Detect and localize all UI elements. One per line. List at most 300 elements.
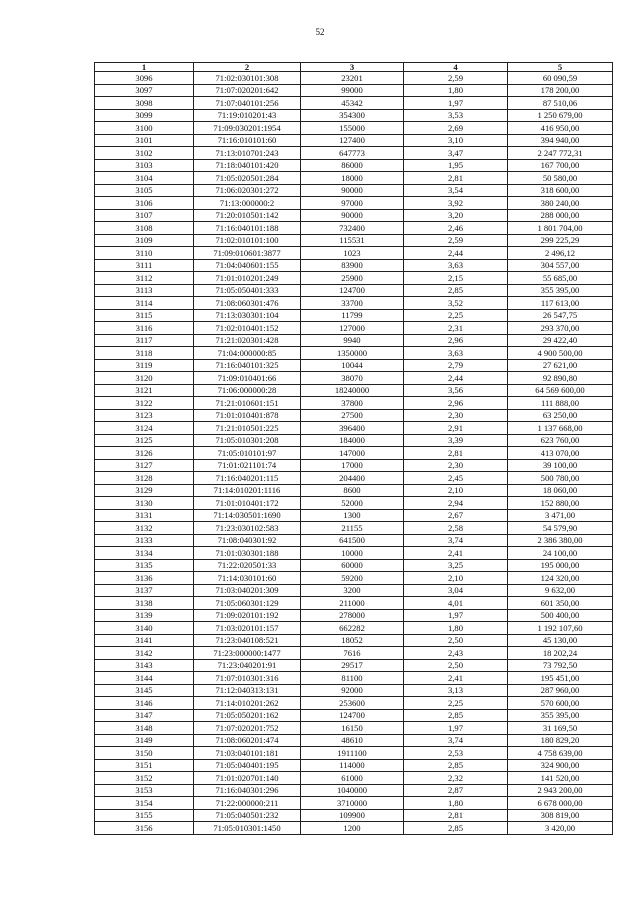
table-row — [95, 134, 613, 147]
table-cell: 71:05:050401:333 — [194, 284, 301, 297]
table-row — [95, 447, 613, 460]
table-cell: 299 225,29 — [508, 234, 613, 247]
table-cell: 3105 — [95, 184, 194, 197]
table-cell: 3,20 — [404, 209, 508, 222]
table-cell: 3101 — [95, 134, 194, 147]
table-cell: 71:02:030101:308 — [194, 72, 301, 85]
table-cell: 3097 — [95, 84, 194, 97]
table-cell: 3120 — [95, 372, 194, 385]
table-cell: 3117 — [95, 334, 194, 347]
table-cell: 288 000,00 — [508, 209, 613, 222]
table-row — [95, 634, 613, 647]
table-cell: 124 320,00 — [508, 572, 613, 585]
table-row — [95, 222, 613, 235]
table-cell: 3119 — [95, 359, 194, 372]
table-cell: 109900 — [301, 809, 404, 822]
table-cell: 3111 — [95, 259, 194, 272]
table-row — [95, 334, 613, 347]
table-row — [95, 147, 613, 160]
table-row — [95, 759, 613, 772]
table-cell: 92000 — [301, 684, 404, 697]
table-cell: 3106 — [95, 197, 194, 210]
table-cell: 2,96 — [404, 334, 508, 347]
table-cell: 413 070,00 — [508, 447, 613, 460]
table-row — [95, 534, 613, 547]
table-cell: 6 678 000,00 — [508, 797, 613, 810]
table-cell: 25900 — [301, 272, 404, 285]
table-cell: 18000 — [301, 172, 404, 185]
table-cell: 2,94 — [404, 497, 508, 510]
table-cell: 99000 — [301, 84, 404, 97]
table-cell: 2,10 — [404, 572, 508, 585]
table-cell: 2,10 — [404, 484, 508, 497]
table-row — [95, 647, 613, 660]
table-cell: 204400 — [301, 472, 404, 485]
table-row — [95, 772, 613, 785]
table-cell: 3141 — [95, 634, 194, 647]
table-cell: 8600 — [301, 484, 404, 497]
table-cell: 71:16:040201:115 — [194, 472, 301, 485]
table-cell: 18052 — [301, 634, 404, 647]
table-row — [95, 622, 613, 635]
table-cell: 1 250 679,00 — [508, 109, 613, 122]
table-cell: 4 758 639,00 — [508, 747, 613, 760]
table-cell: 71:05:040501:232 — [194, 809, 301, 822]
table-cell: 3099 — [95, 109, 194, 122]
table-cell: 195 451,00 — [508, 672, 613, 685]
table-cell: 71:13:010701:243 — [194, 147, 301, 160]
table-cell: 2,85 — [404, 759, 508, 772]
table-cell: 155000 — [301, 122, 404, 135]
table-cell: 55 685,00 — [508, 272, 613, 285]
table-cell: 2,69 — [404, 122, 508, 135]
table-row — [95, 659, 613, 672]
table-cell: 2,85 — [404, 822, 508, 835]
table-cell: 3,63 — [404, 347, 508, 360]
table-cell: 71:08:060201:474 — [194, 734, 301, 747]
table-row — [95, 322, 613, 335]
table-cell: 83900 — [301, 259, 404, 272]
table-cell: 21155 — [301, 522, 404, 535]
table-cell: 416 950,00 — [508, 122, 613, 135]
table-row — [95, 197, 613, 210]
table-cell: 1,97 — [404, 722, 508, 735]
table-cell: 3112 — [95, 272, 194, 285]
table-cell: 9 632,00 — [508, 584, 613, 597]
table-cell: 124700 — [301, 709, 404, 722]
table-cell: 4 900 500,00 — [508, 347, 613, 360]
table-cell: 1 137 668,00 — [508, 422, 613, 435]
table-cell: 26 547,75 — [508, 309, 613, 322]
table-cell: 71:09:010401:66 — [194, 372, 301, 385]
table-cell: 3107 — [95, 209, 194, 222]
table-cell: 3,74 — [404, 734, 508, 747]
table-cell: 3122 — [95, 397, 194, 410]
table-cell: 86000 — [301, 159, 404, 172]
table-cell: 3145 — [95, 684, 194, 697]
table-cell: 71:16:040101:325 — [194, 359, 301, 372]
table-row — [95, 84, 613, 97]
table-cell: 3121 — [95, 384, 194, 397]
table-row — [95, 609, 613, 622]
table-cell: 3,92 — [404, 197, 508, 210]
table-cell: 117 613,00 — [508, 297, 613, 310]
table-row — [95, 559, 613, 572]
table-cell: 2 496,12 — [508, 247, 613, 260]
table-cell: 304 557,00 — [508, 259, 613, 272]
table-cell: 71:23:040201:91 — [194, 659, 301, 672]
table-cell: 29 422,40 — [508, 334, 613, 347]
table-cell: 2 386 380,00 — [508, 534, 613, 547]
table-cell: 3,39 — [404, 434, 508, 447]
table-cell: 71:14:030501:1690 — [194, 509, 301, 522]
table-cell: 2,58 — [404, 522, 508, 535]
table-cell: 354300 — [301, 109, 404, 122]
table-cell: 71:01:030301:188 — [194, 547, 301, 560]
table-cell: 92 890,80 — [508, 372, 613, 385]
table-cell: 1,95 — [404, 159, 508, 172]
table-row — [95, 572, 613, 585]
table-cell: 71:21:010501:225 — [194, 422, 301, 435]
table-cell: 71:07:010301:316 — [194, 672, 301, 685]
table-row — [95, 509, 613, 522]
table-cell: 2,43 — [404, 647, 508, 660]
table-row — [95, 122, 613, 135]
table-cell: 3098 — [95, 97, 194, 110]
table-cell: 3114 — [95, 297, 194, 310]
column-header: 2 — [194, 63, 301, 72]
table-cell: 2,67 — [404, 509, 508, 522]
table-cell: 3,52 — [404, 297, 508, 310]
table-cell: 1 192 107,60 — [508, 622, 613, 635]
table-cell: 3 420,00 — [508, 822, 613, 835]
table-cell: 2,81 — [404, 172, 508, 185]
table-row — [95, 734, 613, 747]
table-cell: 355 395,00 — [508, 284, 613, 297]
table-cell: 71:01:010201:249 — [194, 272, 301, 285]
table-cell: 2,31 — [404, 322, 508, 335]
table-cell: 71:16:040101:188 — [194, 222, 301, 235]
table-cell: 394 940,00 — [508, 134, 613, 147]
table-cell: 2,25 — [404, 697, 508, 710]
table-cell: 1,80 — [404, 797, 508, 810]
table-cell: 71:13:000000:2 — [194, 197, 301, 210]
table-cell: 52000 — [301, 497, 404, 510]
table-cell: 2,44 — [404, 372, 508, 385]
table-cell: 184000 — [301, 434, 404, 447]
table-cell: 71:05:010301:1450 — [194, 822, 301, 835]
table-cell: 732400 — [301, 222, 404, 235]
table-cell: 71:23:000000:1477 — [194, 647, 301, 660]
table-cell: 2,96 — [404, 397, 508, 410]
table-cell: 24 100,00 — [508, 547, 613, 560]
table-body — [95, 72, 613, 835]
table-cell: 71:08:060301:476 — [194, 297, 301, 310]
table-cell: 2,15 — [404, 272, 508, 285]
table-cell: 3130 — [95, 497, 194, 510]
table-cell: 1 801 704,00 — [508, 222, 613, 235]
table-cell: 81100 — [301, 672, 404, 685]
table-cell: 141 520,00 — [508, 772, 613, 785]
table-cell: 380 240,00 — [508, 197, 613, 210]
table-row — [95, 409, 613, 422]
table-cell: 3128 — [95, 472, 194, 485]
table-row — [95, 484, 613, 497]
table-row — [95, 97, 613, 110]
table-cell: 3148 — [95, 722, 194, 735]
table-cell: 3144 — [95, 672, 194, 685]
table-cell: 71:07:020201:752 — [194, 722, 301, 735]
table-cell: 1,80 — [404, 622, 508, 635]
table-row — [95, 422, 613, 435]
table-cell: 71:06:020301:272 — [194, 184, 301, 197]
table-cell: 2,30 — [404, 409, 508, 422]
table-cell: 111 888,00 — [508, 397, 613, 410]
table-cell: 3149 — [95, 734, 194, 747]
table-cell: 3137 — [95, 584, 194, 597]
table-cell: 287 960,00 — [508, 684, 613, 697]
table-cell: 71:16:010101:60 — [194, 134, 301, 147]
table-cell: 3115 — [95, 309, 194, 322]
table-cell: 500 400,00 — [508, 609, 613, 622]
table-cell: 127400 — [301, 134, 404, 147]
table-cell: 3100 — [95, 122, 194, 135]
table-cell: 3143 — [95, 659, 194, 672]
table-cell: 3104 — [95, 172, 194, 185]
table-cell: 1911100 — [301, 747, 404, 760]
table-cell: 3,63 — [404, 259, 508, 272]
table-cell: 211000 — [301, 597, 404, 610]
table-row — [95, 747, 613, 760]
table-row — [95, 159, 613, 172]
table-row — [95, 172, 613, 185]
table-row — [95, 522, 613, 535]
table-cell: 3110 — [95, 247, 194, 260]
table-cell: 27 621,00 — [508, 359, 613, 372]
table-cell: 178 200,00 — [508, 84, 613, 97]
table-cell: 45342 — [301, 97, 404, 110]
table-cell: 3102 — [95, 147, 194, 160]
table-cell: 3126 — [95, 447, 194, 460]
table-row — [95, 472, 613, 485]
table-cell: 147000 — [301, 447, 404, 460]
table-cell: 355 395,00 — [508, 709, 613, 722]
table-cell: 45 130,00 — [508, 634, 613, 647]
table-cell: 4,01 — [404, 597, 508, 610]
table-cell: 71:06:000000:28 — [194, 384, 301, 397]
table-cell: 71:03:040101:181 — [194, 747, 301, 760]
table-row — [95, 434, 613, 447]
table-cell: 2,45 — [404, 472, 508, 485]
table-cell: 124700 — [301, 284, 404, 297]
table-cell: 10000 — [301, 547, 404, 560]
table-cell: 195 000,00 — [508, 559, 613, 572]
table-cell: 71:05:040401:195 — [194, 759, 301, 772]
table-cell: 87 510,06 — [508, 97, 613, 110]
table-cell: 18 060,00 — [508, 484, 613, 497]
table-row — [95, 797, 613, 810]
table-cell: 29517 — [301, 659, 404, 672]
table-cell: 71:14:010201:262 — [194, 697, 301, 710]
table-cell: 71:02:010101:100 — [194, 234, 301, 247]
table-cell: 2,79 — [404, 359, 508, 372]
table-cell: 71:04:040601:155 — [194, 259, 301, 272]
table-cell: 2,85 — [404, 284, 508, 297]
table-cell: 7616 — [301, 647, 404, 660]
table-cell: 71:03:020101:157 — [194, 622, 301, 635]
table-cell: 71:22:020501:33 — [194, 559, 301, 572]
table-cell: 278000 — [301, 609, 404, 622]
table-cell: 3200 — [301, 584, 404, 597]
table-row — [95, 234, 613, 247]
table-cell: 293 370,00 — [508, 322, 613, 335]
table-row — [95, 359, 613, 372]
table-cell: 71:08:040301:92 — [194, 534, 301, 547]
table-cell: 50 580,00 — [508, 172, 613, 185]
column-header: 4 — [404, 63, 508, 72]
table-cell: 17000 — [301, 459, 404, 472]
table-cell: 71:09:030201:1954 — [194, 122, 301, 135]
table-cell: 71:12:040313:131 — [194, 684, 301, 697]
table-cell: 2,53 — [404, 747, 508, 760]
table-row — [95, 272, 613, 285]
table-cell: 54 579,90 — [508, 522, 613, 535]
table-cell: 3134 — [95, 547, 194, 560]
table-row — [95, 497, 613, 510]
table-cell: 3,53 — [404, 109, 508, 122]
table-row — [95, 784, 613, 797]
table-cell: 1,80 — [404, 84, 508, 97]
table-cell: 500 780,00 — [508, 472, 613, 485]
table-cell: 641500 — [301, 534, 404, 547]
table-cell: 1300 — [301, 509, 404, 522]
table-cell: 3118 — [95, 347, 194, 360]
table-cell: 71:03:040201:309 — [194, 584, 301, 597]
column-header: 5 — [508, 63, 613, 72]
table-row — [95, 459, 613, 472]
table-cell: 3,13 — [404, 684, 508, 697]
table-cell: 59200 — [301, 572, 404, 585]
table-cell: 3153 — [95, 784, 194, 797]
table-cell: 3140 — [95, 622, 194, 635]
table-cell: 27500 — [301, 409, 404, 422]
table-cell: 90000 — [301, 184, 404, 197]
table-cell: 9940 — [301, 334, 404, 347]
table-cell: 3156 — [95, 822, 194, 835]
table-cell: 308 819,00 — [508, 809, 613, 822]
table-cell: 71:07:040101:256 — [194, 97, 301, 110]
table-cell: 3152 — [95, 772, 194, 785]
table-cell: 71:01:010401:172 — [194, 497, 301, 510]
table-cell: 11799 — [301, 309, 404, 322]
table-cell: 71:19:010201:43 — [194, 109, 301, 122]
table-cell: 73 792,50 — [508, 659, 613, 672]
table-cell: 3116 — [95, 322, 194, 335]
table-cell: 31 169,50 — [508, 722, 613, 735]
table-cell: 570 600,00 — [508, 697, 613, 710]
table-cell: 60 090,59 — [508, 72, 613, 85]
table-cell: 3124 — [95, 422, 194, 435]
table-cell: 2,85 — [404, 709, 508, 722]
table-cell: 2,50 — [404, 634, 508, 647]
table-cell: 18240000 — [301, 384, 404, 397]
table-cell: 71:01:010401:878 — [194, 409, 301, 422]
table-cell: 90000 — [301, 209, 404, 222]
table-cell: 3133 — [95, 534, 194, 547]
table-row — [95, 372, 613, 385]
table-cell: 2 943 200,00 — [508, 784, 613, 797]
table-cell: 1,97 — [404, 97, 508, 110]
table-cell: 18 202,24 — [508, 647, 613, 660]
table-row — [95, 672, 613, 685]
table-cell: 3131 — [95, 509, 194, 522]
table-row — [95, 822, 613, 835]
table-cell: 3139 — [95, 609, 194, 622]
table-cell: 71:02:010401:152 — [194, 322, 301, 335]
table-row — [95, 259, 613, 272]
table-cell: 71:04:000000:85 — [194, 347, 301, 360]
table-cell: 1040000 — [301, 784, 404, 797]
table-cell: 623 760,00 — [508, 434, 613, 447]
table-cell: 71:14:010201:1116 — [194, 484, 301, 497]
table-cell: 167 700,00 — [508, 159, 613, 172]
table-cell: 71:20:010501:142 — [194, 209, 301, 222]
table-cell: 71:05:010101:97 — [194, 447, 301, 460]
table-cell: 33700 — [301, 297, 404, 310]
table-cell: 647773 — [301, 147, 404, 160]
column-header: 3 — [301, 63, 404, 72]
table-cell: 60000 — [301, 559, 404, 572]
table-cell: 2,59 — [404, 234, 508, 247]
table-cell: 3135 — [95, 559, 194, 572]
table-cell: 3,47 — [404, 147, 508, 160]
table-cell: 48610 — [301, 734, 404, 747]
table-cell: 2 247 772,31 — [508, 147, 613, 160]
table-cell: 3109 — [95, 234, 194, 247]
table-cell: 71:09:010601:3877 — [194, 247, 301, 260]
table-cell: 71:16:040301:296 — [194, 784, 301, 797]
table-cell: 3155 — [95, 809, 194, 822]
table-cell: 180 829,20 — [508, 734, 613, 747]
table-cell: 3136 — [95, 572, 194, 585]
table-cell: 662282 — [301, 622, 404, 635]
table-cell: 2,81 — [404, 809, 508, 822]
table-row — [95, 722, 613, 735]
table-row — [95, 347, 613, 360]
table-cell: 71:05:050201:162 — [194, 709, 301, 722]
header-row — [95, 63, 613, 72]
table-cell: 71:23:040108:521 — [194, 634, 301, 647]
table-row — [95, 697, 613, 710]
table-cell: 38070 — [301, 372, 404, 385]
table-cell: 10044 — [301, 359, 404, 372]
table-row — [95, 209, 613, 222]
table-cell: 71:18:040101:420 — [194, 159, 301, 172]
table-cell: 3 471,00 — [508, 509, 613, 522]
table-cell: 2,32 — [404, 772, 508, 785]
table-row — [95, 397, 613, 410]
table-row — [95, 809, 613, 822]
table-cell: 3150 — [95, 747, 194, 760]
land-plot-table — [94, 62, 613, 835]
table-cell: 152 880,00 — [508, 497, 613, 510]
table-cell: 71:05:020501:284 — [194, 172, 301, 185]
table-row — [95, 709, 613, 722]
table-cell: 396400 — [301, 422, 404, 435]
table-cell: 2,59 — [404, 72, 508, 85]
table-cell: 2,91 — [404, 422, 508, 435]
table-cell: 2,25 — [404, 309, 508, 322]
